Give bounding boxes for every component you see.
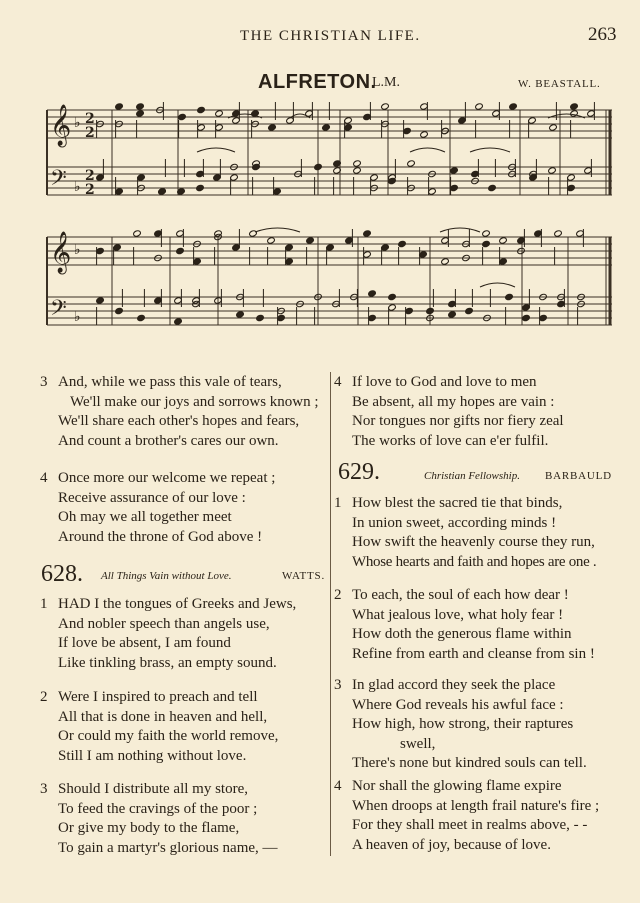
note-head bbox=[570, 110, 579, 117]
hymn-628-stanza-3: 3 Should I distribute all my store, To feed the cravings of the poor ; Or give my body to the flame, To gain a martyr's glorious name, — bbox=[40, 781, 278, 856]
note-head bbox=[353, 160, 362, 167]
hymn-629-stanza-4: 4 Nor shall the glowing flame expire When droops at length frail nature's fire ; For they shall meet in realms above, - - A heaven of joy, because of love. bbox=[334, 778, 600, 853]
tune-meter: L.M. bbox=[372, 75, 400, 90]
note-head bbox=[197, 106, 206, 113]
note-head bbox=[306, 237, 315, 244]
note-head bbox=[215, 110, 224, 117]
bass-clef: 𝄢 bbox=[50, 166, 67, 196]
note-head bbox=[475, 103, 484, 110]
note-head bbox=[381, 103, 390, 110]
note-head bbox=[488, 184, 497, 191]
stanza-prev-right-4: 4 If love to God and love to men Be absent, all my hopes are vain : Nor tongues nor gifts nor fiery zeal The works of love can e'er fulfil. bbox=[334, 374, 564, 449]
note-head bbox=[499, 237, 508, 244]
note-head bbox=[522, 314, 531, 321]
note-head bbox=[505, 293, 514, 300]
running-title: THE CHRISTIAN LIFE. bbox=[240, 28, 421, 44]
hymn-number: 628. bbox=[41, 561, 83, 587]
time-signature-top: 2 bbox=[85, 168, 95, 184]
note-head bbox=[174, 318, 183, 325]
note-head bbox=[236, 311, 245, 318]
hymn-author: BARBAULD bbox=[545, 470, 612, 482]
note-head bbox=[96, 297, 105, 304]
hymn-number: 629. bbox=[338, 459, 380, 485]
stanza-prev-3: 3 And, while we pass this vale of tears, We'll make our joys and sorrows known ; We'll share each other's hopes and fears, And count a brother's cares our own. bbox=[40, 374, 319, 449]
tune-title: ALFRETON. bbox=[258, 71, 377, 93]
note-head bbox=[196, 184, 205, 191]
time-signature-bottom: 2 bbox=[85, 125, 95, 141]
hymn-topic: All Things Vain without Love. bbox=[101, 570, 232, 582]
music-score bbox=[0, 0, 640, 360]
note-head bbox=[426, 307, 435, 314]
note-head bbox=[509, 103, 518, 110]
note-head bbox=[115, 103, 124, 110]
treble-clef: 𝄞 bbox=[50, 232, 72, 273]
note-head bbox=[314, 163, 323, 170]
hymn-topic: Christian Fellowship. bbox=[424, 470, 520, 482]
stanza-prev-4: 4 Once more our welcome we repeat ; Receive assurance of our love : Oh may we all together meet Around the throne of God above ! bbox=[40, 470, 276, 545]
note-head bbox=[267, 237, 276, 244]
hymn-author: WATTS. bbox=[282, 570, 325, 582]
note-head bbox=[136, 103, 145, 110]
treble-clef: 𝄞 bbox=[50, 105, 72, 146]
hymn-629-heading bbox=[338, 459, 612, 486]
note-head bbox=[268, 124, 277, 131]
hymn-629-stanza-3: 3 In glad accord they seek the place Where God reveals his awful face : How high, how strong, their raptures swell, There's none but kindred souls can tell. bbox=[334, 677, 587, 772]
note-head bbox=[420, 131, 429, 138]
note-head bbox=[465, 307, 474, 314]
note-head bbox=[388, 293, 397, 300]
note-head bbox=[137, 314, 146, 321]
note-head bbox=[407, 160, 416, 167]
note-head bbox=[353, 167, 362, 174]
bass-clef: 𝄢 bbox=[50, 296, 67, 326]
note-head bbox=[548, 167, 557, 174]
key-signature-flat: ♭ bbox=[74, 242, 81, 258]
note-head bbox=[549, 124, 558, 131]
note-head bbox=[176, 247, 185, 254]
note-head bbox=[554, 230, 563, 237]
key-signature-flat: ♭ bbox=[74, 179, 81, 195]
hymn-628-heading bbox=[41, 561, 325, 588]
note-head bbox=[115, 307, 124, 314]
note-head bbox=[398, 240, 407, 247]
hymn-628-stanza-1: 1 HAD I the tongues of Greeks and Jews, And nobler speech than angels use, If love be absent, I am found Like tinkling brass, an empty sound. bbox=[40, 596, 297, 671]
hymn-629-stanza-1: 1 How blest the sacred tie that binds, In union sweet, according minds ! How swift the heavenly course they run, Whose hearts and faith and hopes are one . bbox=[334, 495, 597, 570]
key-signature-flat: ♭ bbox=[74, 309, 81, 325]
note-head bbox=[133, 230, 142, 237]
note-head bbox=[482, 240, 491, 247]
note-head bbox=[158, 188, 167, 195]
note-head bbox=[450, 167, 459, 174]
hymn-629-stanza-2: 2 To each, the soul of each how dear ! What jealous love, what holy fear ! How doth the generous flame within Refine from earth and cleanse from sin ! bbox=[334, 587, 595, 662]
note-head bbox=[178, 113, 187, 120]
tune-composer: W. BEASTALL. bbox=[518, 78, 601, 90]
column-divider bbox=[330, 372, 331, 856]
hymn-628-stanza-2: 2 Were I inspired to preach and tell All that is done in heaven and hell, Or could my faith the world remove, Still I am nothing without love. bbox=[40, 689, 279, 764]
note-head bbox=[249, 230, 258, 237]
note-head bbox=[441, 258, 450, 265]
note-head bbox=[256, 314, 265, 321]
note-head bbox=[363, 230, 372, 237]
page-number: 263 bbox=[588, 24, 617, 45]
note-head bbox=[136, 110, 145, 117]
key-signature-flat: ♭ bbox=[74, 115, 81, 131]
time-signature-bottom: 2 bbox=[85, 182, 95, 198]
note-head bbox=[368, 290, 377, 297]
note-head bbox=[570, 103, 579, 110]
time-signature-top: 2 bbox=[85, 111, 95, 127]
note-head bbox=[448, 311, 457, 318]
note-head bbox=[482, 230, 491, 237]
note-head bbox=[322, 124, 331, 131]
